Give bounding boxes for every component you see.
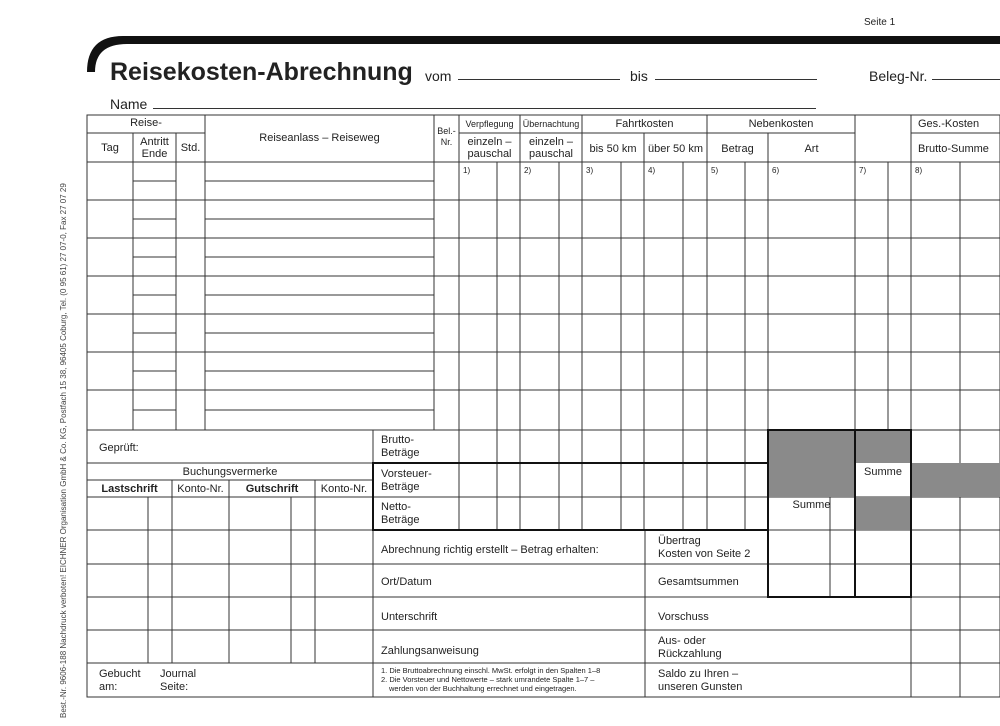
- journal-label: Journal: [160, 668, 197, 680]
- col-std: Std.: [180, 142, 201, 154]
- konto-nr-label-2: Konto-Nr.: [320, 483, 368, 495]
- brutto-label-1: Brutto-: [381, 434, 415, 446]
- note-2: 2. Die Vorsteuer und Nettowerte – stark umrandete Spalte 1–7 –: [381, 675, 595, 684]
- col-antritt: Antritt: [140, 136, 169, 148]
- col-number-6: 6): [772, 166, 780, 175]
- col-nebenkosten: Nebenkosten: [748, 118, 814, 130]
- col-brutto-summe: Brutto-Summe: [918, 143, 989, 155]
- note-3: werden von der Buchhaltung errechnet und eingetragen.: [389, 684, 577, 693]
- konto-nr-label-1: Konto-Nr.: [177, 483, 224, 495]
- rueckzahlung-label: Rückzahlung: [658, 648, 722, 660]
- journal-seite-label: Seite:: [160, 681, 189, 693]
- col-tag: Tag: [101, 142, 119, 154]
- uebertrag-label-1: Übertrag: [658, 535, 701, 547]
- col-fahrtkosten: Fahrtkosten: [615, 118, 674, 130]
- vorsteuer-label-2: Beträge: [381, 481, 420, 493]
- ort-datum-label: Ort/Datum: [381, 576, 432, 588]
- beleg-nr-label: Beleg-Nr.: [869, 68, 928, 84]
- vom-field[interactable]: [458, 79, 620, 80]
- gutschrift-label: Gutschrift: [245, 483, 299, 495]
- bis-field[interactable]: [655, 79, 817, 80]
- col-ges-kosten: Ges.-Kosten: [918, 118, 980, 130]
- col-number-1: 1): [463, 166, 471, 175]
- col-number-4: 4): [648, 166, 656, 175]
- col-bel: Bel.-: [437, 126, 456, 136]
- note-1: 1. Die Bruttoabrechnung einschl. MwSt. erfolgt in den Spalten 1–8: [381, 666, 601, 675]
- summe-label-bottom: Summe: [792, 499, 831, 511]
- col-nr: Nr.: [440, 137, 453, 147]
- name-field[interactable]: [153, 108, 816, 109]
- buchungsvermerke-label: Buchungsvermerke: [182, 466, 278, 478]
- summe-label-top: Summe: [864, 466, 902, 478]
- col-betrag: Betrag: [721, 143, 754, 155]
- col-verpflegung-einzeln: einzeln –: [467, 136, 512, 148]
- col-verpflegung: Verpflegung: [465, 119, 514, 129]
- unterschrift-label: Unterschrift: [381, 611, 438, 623]
- col-uebernachtung-pauschal: pauschal: [528, 148, 574, 160]
- gebucht-label: Gebucht: [99, 668, 141, 680]
- col-ueber-50km: über 50 km: [647, 143, 704, 155]
- uebertrag-label-2: Kosten von Seite 2: [658, 548, 751, 560]
- gebucht-am-label: am:: [99, 681, 118, 693]
- col-reise: Reise-: [130, 117, 162, 129]
- zahlungsanweisung-label: Zahlungsanweisung: [381, 645, 479, 657]
- col-number-7: 7): [859, 166, 867, 175]
- vorschuss-label: Vorschuss: [658, 611, 709, 623]
- col-verpflegung-pauschal: pauschal: [467, 148, 512, 160]
- saldo-label-1: Saldo zu Ihren –: [658, 668, 739, 680]
- col-uebernachtung: Übernachtung: [522, 119, 580, 129]
- brutto-label-2: Beträge: [381, 447, 420, 459]
- col-number-3: 3): [586, 166, 594, 175]
- col-bis-50km: bis 50 km: [589, 143, 637, 155]
- saldo-label-2: unseren Gunsten: [658, 681, 743, 693]
- bis-label: bis: [630, 68, 648, 84]
- netto-label-2: Beträge: [381, 514, 420, 526]
- col-ende: Ende: [141, 148, 168, 160]
- geprueft-label: Geprüft:: [99, 442, 139, 454]
- vorsteuer-label-1: Vorsteuer-: [381, 468, 432, 480]
- aus-oder-label: Aus- oder: [658, 635, 706, 647]
- col-uebernachtung-einzeln: einzeln –: [528, 136, 574, 148]
- side-imprint: Best.-Nr. 9606-188 Nachdruck verboten! EICHNER Organisation GmbH & Co. KG, Postfach 15 38, 96405 Coburg, Tel. (0 95 61) 27 07-0, Fax 27 07 29: [59, 183, 68, 718]
- lastschrift-label: Lastschrift: [101, 483, 158, 495]
- col-art: Art: [804, 143, 819, 155]
- col-number-8: 8): [915, 166, 923, 175]
- gesamtsummen-label: Gesamtsummen: [658, 576, 739, 588]
- netto-label-1: Netto-: [381, 501, 411, 513]
- col-number-2: 2): [524, 166, 532, 175]
- name-label: Name: [110, 96, 148, 112]
- col-number-5: 5): [711, 166, 719, 175]
- form-title: Reisekosten-Abrechnung: [110, 58, 413, 86]
- page-number-label: Seite 1: [864, 17, 896, 28]
- vom-label: vom: [425, 68, 452, 84]
- col-reiseanlass: Reiseanlass – Reiseweg: [259, 132, 380, 144]
- beleg-nr-field[interactable]: [932, 79, 1000, 80]
- abrechnung-label: Abrechnung richtig erstellt – Betrag erhalten:: [381, 544, 599, 556]
